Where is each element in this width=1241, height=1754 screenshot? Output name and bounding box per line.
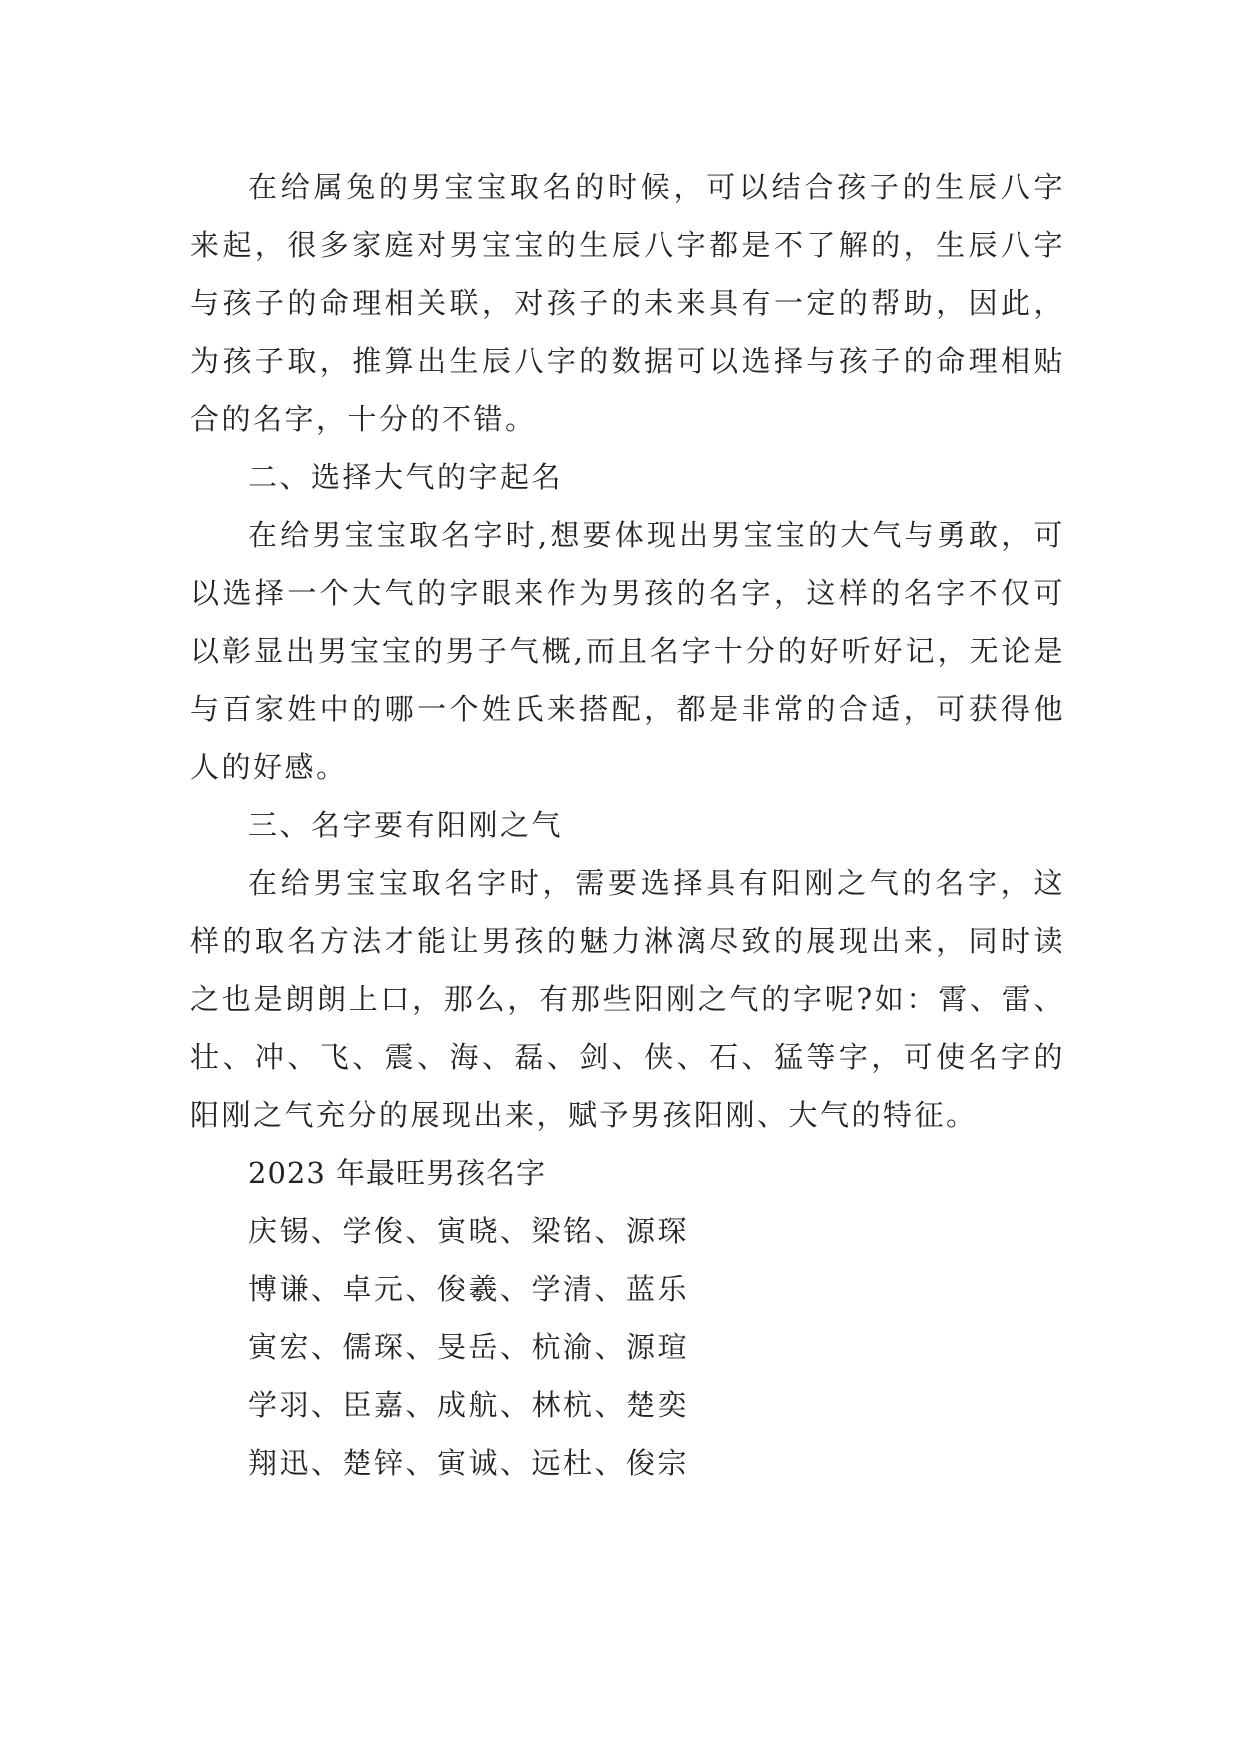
- heading-masculine-names: 三、名字要有阳刚之气: [248, 808, 564, 842]
- names-row-2: 博谦、卓元、俊羲、学清、蓝乐: [248, 1272, 690, 1306]
- heading-grand-characters: 二、选择大气的字起名: [248, 460, 564, 494]
- paragraph-birth-chart: 在给属兔的男宝宝取名的时候，可以结合孩子的生辰八字来起，很多家庭对男宝宝的生辰八字都是不了解的，生辰八字与孩子的命理相关联，对孩子的未来具有一定的帮助，因此，为孩子取，推算出生辰八字的数据可以选择与孩子的命理相贴合的名字，十分的不错。: [190, 170, 1065, 436]
- paragraph-grand-characters: 在给男宝宝取名字时,想要体现出男宝宝的大气与勇敢，可以选择一个大气的字眼来作为男孩的名字，这样的名字不仅可以彰显出男宝宝的男子气概,而且名字十分的好听好记，无论是与百家姓中的哪一个姓氏来搭配，都是非常的合适，可获得他人的好感。: [190, 518, 1065, 784]
- names-row-3: 寅宏、儒琛、旻岳、杭渝、源瑄: [248, 1330, 690, 1364]
- names-list-title: 2023 年最旺男孩名字: [248, 1156, 547, 1190]
- names-row-1: 庆锡、学俊、寅晓、梁铭、源琛: [248, 1214, 690, 1248]
- paragraph-masculine-names: 在给男宝宝取名字时，需要选择具有阳刚之气的名字，这样的取名方法才能让男孩的魅力淋漓尽致的展现出来，同时读之也是朗朗上口，那么，有那些阳刚之气的字呢?如：霄、雷、壮、冲、飞、震、海、磊、剑、侠、石、猛等字，可使名字的阳刚之气充分的展现出来，赋予男孩阳刚、大气的特征。: [190, 866, 1065, 1132]
- names-row-4: 学羽、臣嘉、成航、林杭、楚奕: [248, 1388, 690, 1422]
- document-page: [190, 158, 1065, 1492]
- names-row-5: 翔迅、楚锌、寅诚、远杜、俊宗: [248, 1446, 690, 1480]
